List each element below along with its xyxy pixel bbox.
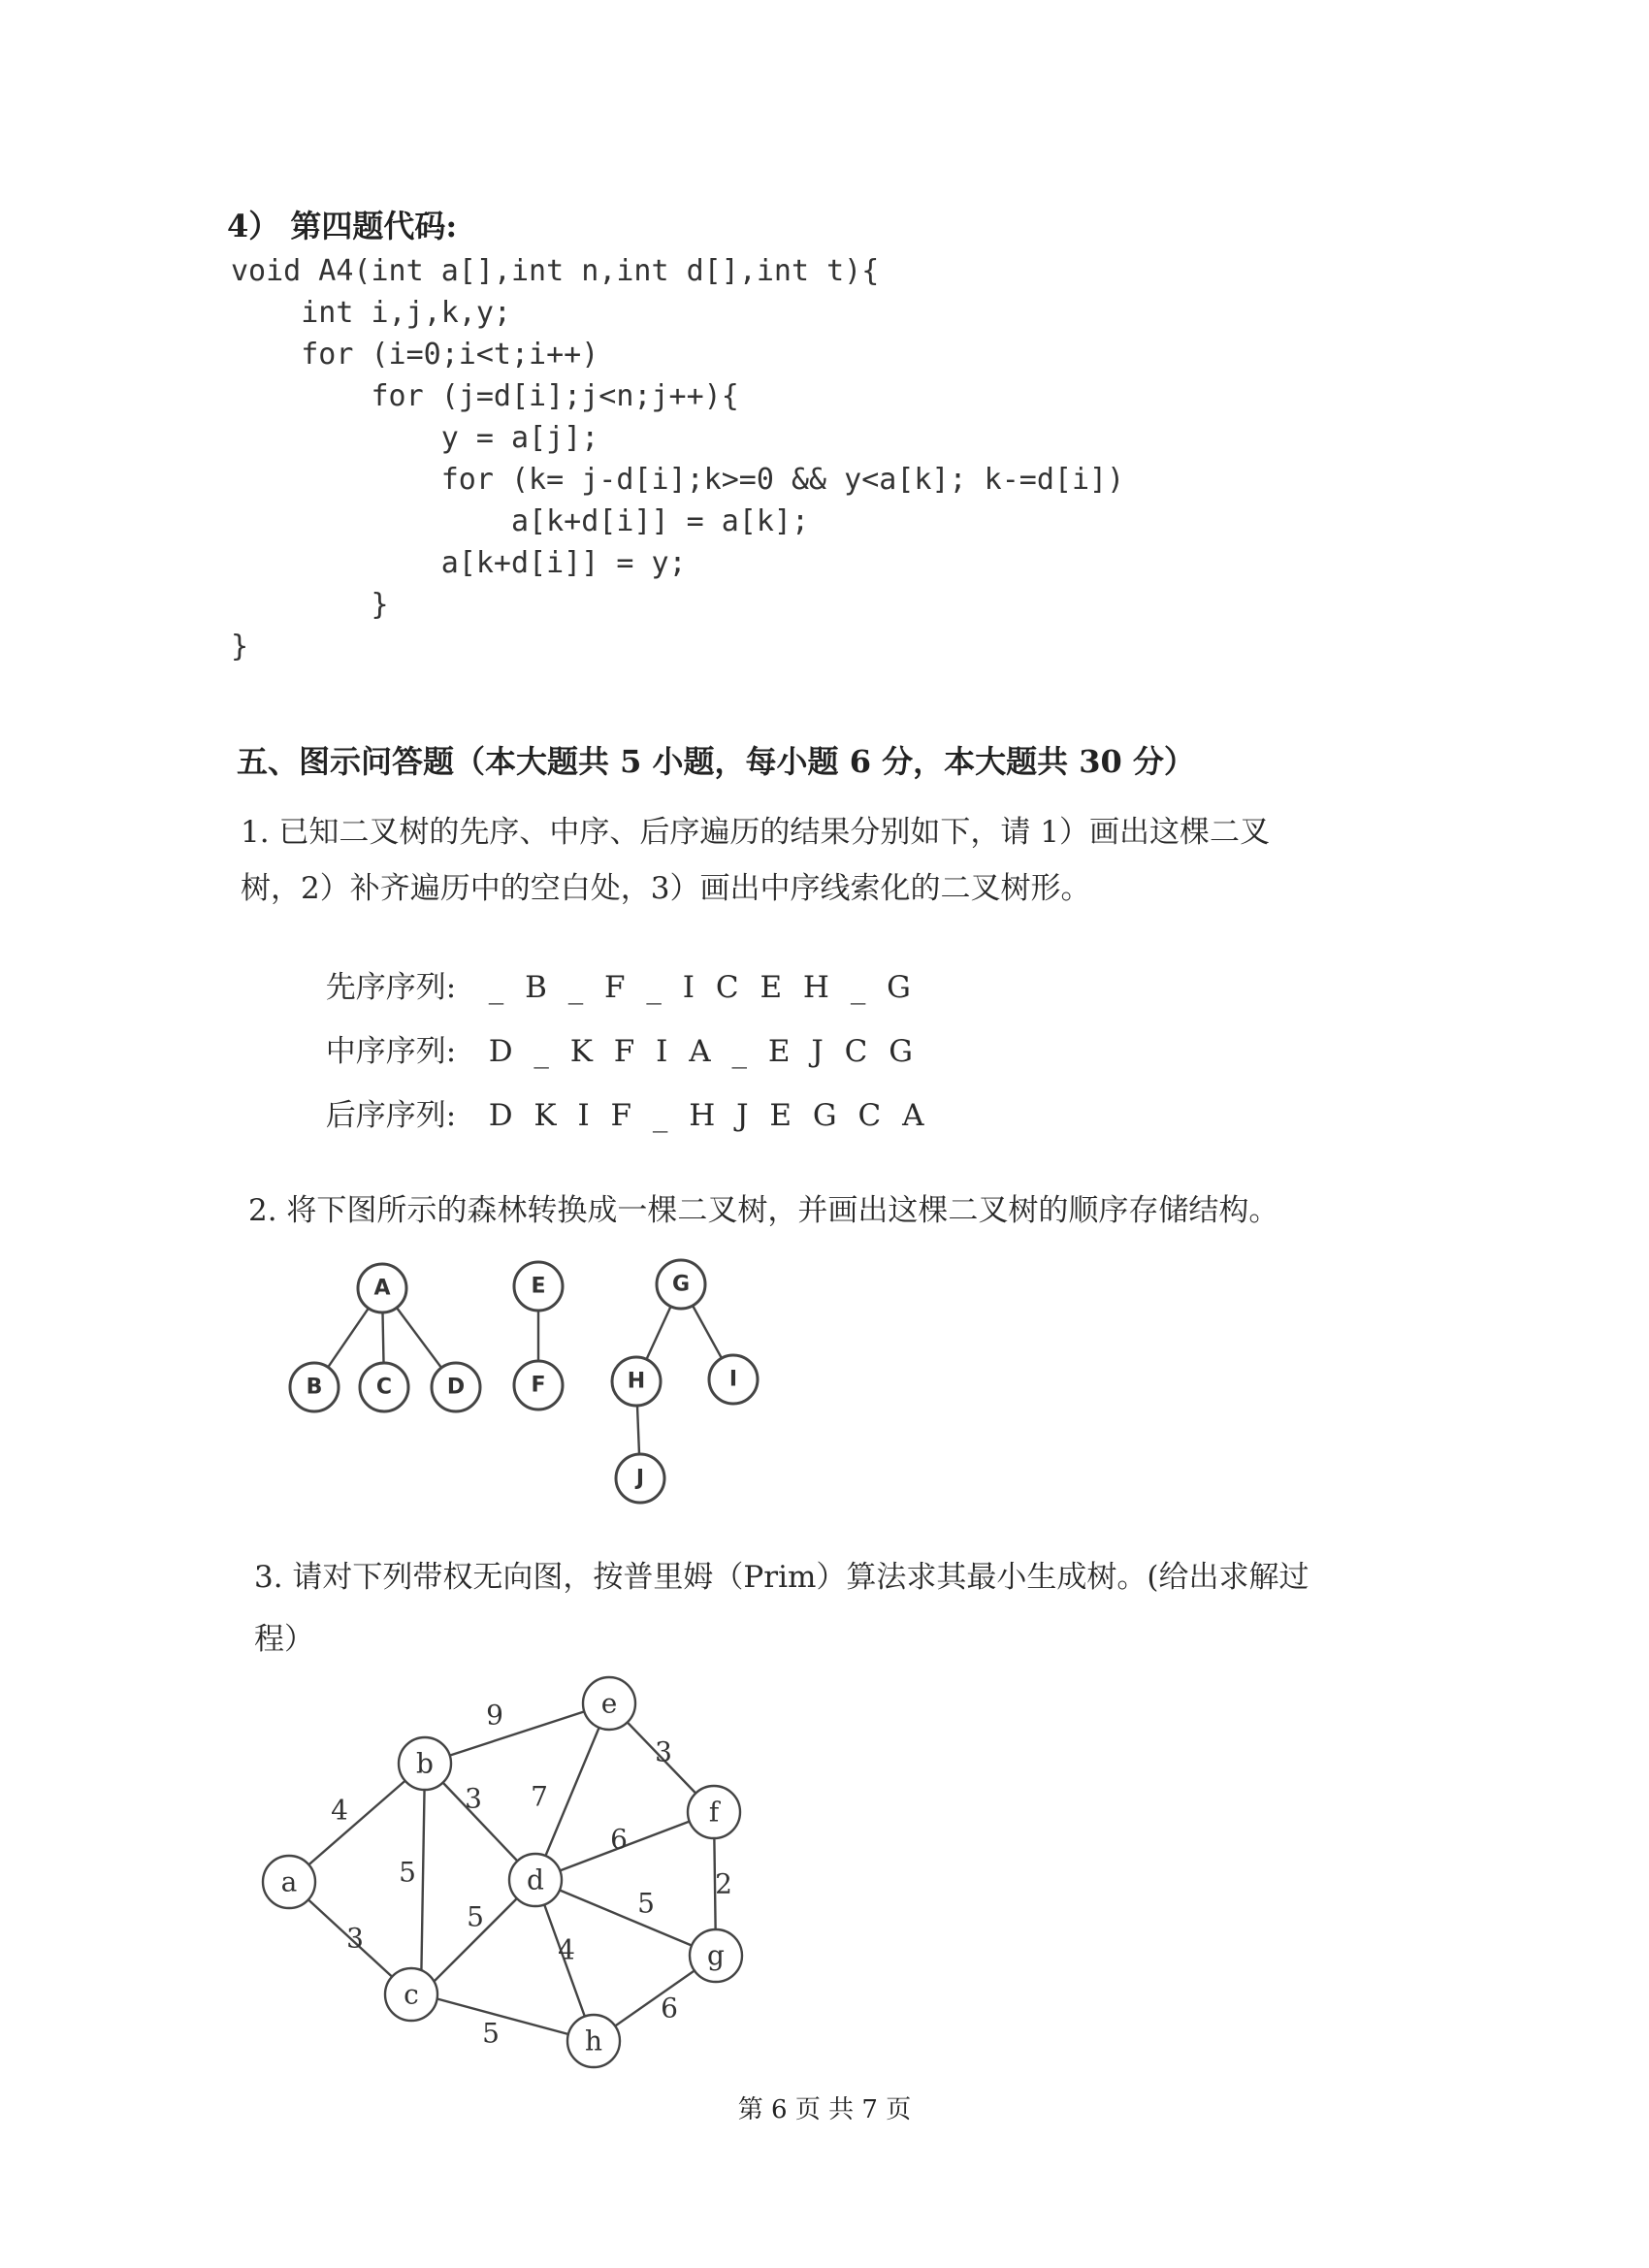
svg-text:E: E [531,1274,546,1299]
graph-node-c [385,1968,437,2021]
svg-text:B: B [306,1375,323,1400]
svg-text:I: I [728,1367,738,1392]
q3-text-line-2: 程） [254,1622,314,1657]
svg-text:D: D [446,1375,466,1400]
weight-b-d: 3 [465,1782,482,1815]
svg-text:f: f [708,1796,720,1829]
weight-f-g: 2 [715,1867,732,1900]
code-line: for (j=d[i];j<n;j++){ [231,379,739,413]
code-line: int i,j,k,y; [231,296,511,330]
postorder-label: 后序序列: [325,1098,457,1133]
forest-node-g [657,1260,705,1309]
graph-node-b [399,1737,451,1790]
code-line: } [231,630,249,664]
svg-text:G: G [671,1272,691,1297]
forest-node-a [358,1264,406,1312]
svg-text:F: F [531,1373,546,1398]
weighted-graph [263,1677,742,2067]
forest-node-j [616,1454,664,1503]
q2-text: 2. 将下图所示的森林转换成一棵二叉树，并画出这棵二叉树的顺序存储结构。 [248,1193,1279,1228]
weight-a-c: 3 [346,1922,364,1955]
weight-h-g: 6 [661,1992,678,2025]
svg-text:g: g [707,1939,725,1972]
forest-node-i [709,1355,758,1404]
code-line: for (k= j-d[i];k>=0 && y<a[k]; k-=d[i]) [231,463,1125,497]
svg-text:C: C [375,1375,393,1400]
inorder-sequence: D _ K F I A _ E J C G [488,1034,919,1069]
code-line: void A4(int a[],int n,int d[],int t){ [231,254,880,288]
svg-text:b: b [416,1747,434,1780]
svg-text:h: h [584,2025,603,2057]
section-5-title: 五、图示问答题（本大题共 5 小题，每小题 6 分，本大题共 30 分） [237,743,1195,780]
svg-text:H: H [627,1369,646,1394]
svg-text:d: d [527,1863,544,1896]
q1-text-line-1: 1. 已知二叉树的先序、中序、后序遍历的结果分别如下，请 1）画出这棵二叉 [241,815,1271,850]
svg-text:a: a [280,1865,298,1898]
svg-text:e: e [600,1687,618,1720]
preorder-sequence: _ B _ F _ I C E H _ G [488,970,917,1005]
weight-c-d: 5 [467,1900,484,1933]
svg-text:J: J [635,1466,645,1491]
q1-text-line-2: 树，2）补齐遍历中的空白处，3）画出中序线索化的二叉树形。 [241,871,1091,906]
graph-node-f [688,1786,740,1838]
forest-node-f [514,1361,563,1409]
weight-d-g: 5 [637,1887,655,1920]
weight-d-f: 6 [610,1823,628,1856]
code-line: a[k+d[i]] = a[k]; [231,504,810,538]
code-line: a[k+d[i]] = y; [231,546,687,580]
weight-d-h: 4 [558,1933,575,1966]
weight-a-b: 4 [331,1794,348,1827]
forest-node-d [432,1363,480,1411]
forest-node-h [612,1357,661,1406]
preorder-label: 先序序列: [325,970,457,1005]
weight-e-f: 3 [655,1735,672,1768]
question-4-heading: 4） 第四题代码: [227,208,458,244]
q3-text-line-1: 3. 请对下列带权无向图，按普里姆（Prim）算法求其最小生成树。(给出求解过 [254,1560,1310,1595]
graph-node-g [690,1929,742,1982]
page-footer: 第 6 页 共 7 页 [737,2095,912,2124]
graph-edge-b-c [421,1764,425,1994]
weight-e-d: 7 [531,1780,548,1813]
graph-edge-b-e [425,1703,609,1764]
code-line: } [231,588,389,622]
inorder-label: 中序序列: [325,1034,457,1069]
svg-text:c: c [404,1978,419,2011]
forest-node-b [290,1363,339,1411]
forest-node-e [514,1262,563,1311]
graph-node-h [567,2015,620,2067]
code-line: for (i=0;i<t;i++) [231,338,599,372]
forest-node-c [360,1363,408,1411]
graph-node-a [263,1856,315,1908]
code-line: y = a[j]; [231,421,599,455]
weight-c-h: 5 [482,2017,500,2050]
svg-text:A: A [373,1276,391,1301]
weight-b-e: 9 [486,1699,503,1732]
postorder-sequence: D K I F _ H J E G C A [488,1098,930,1133]
graph-node-e [583,1677,635,1730]
weight-b-c: 5 [399,1856,416,1889]
forest-diagram [290,1260,758,1503]
graph-node-d [509,1854,562,1906]
